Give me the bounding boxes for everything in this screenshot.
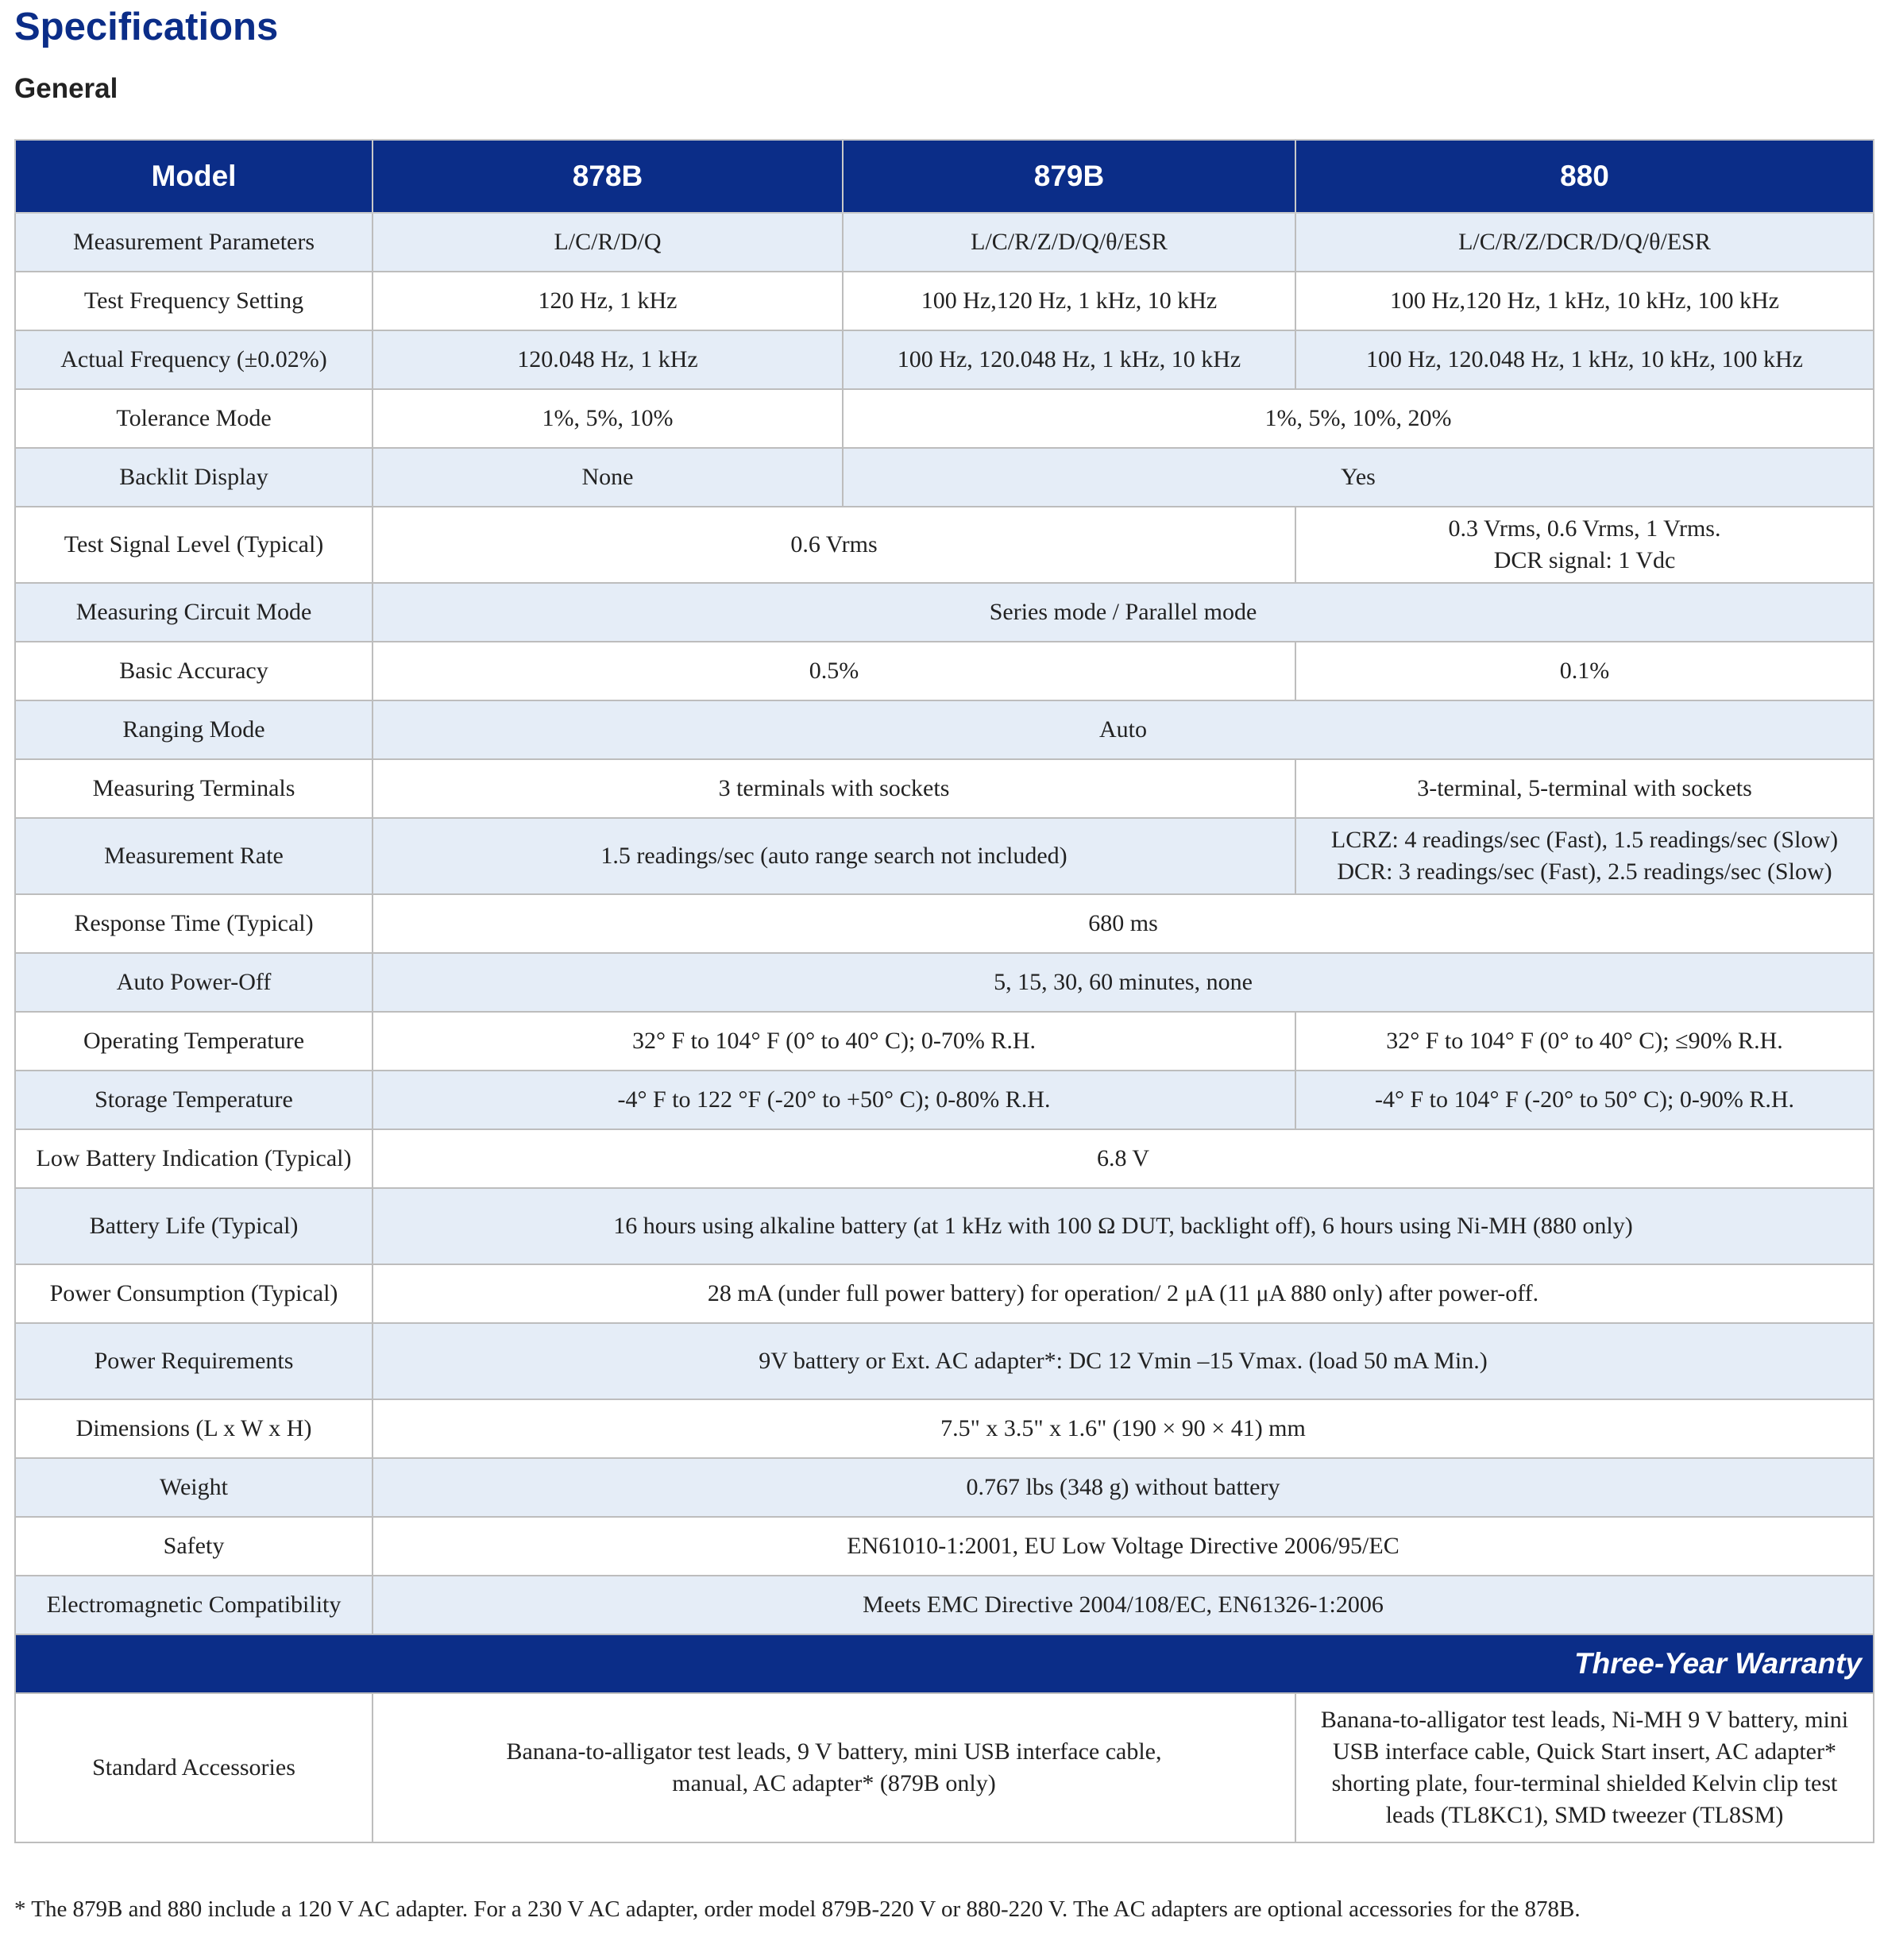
header-model: Model — [15, 140, 373, 213]
table-row — [15, 1129, 1874, 1188]
cell-879b: L/C/R/Z/D/Q/θ/ESR — [843, 213, 1295, 272]
table-row — [15, 894, 1874, 953]
table-row — [15, 389, 1874, 448]
table-row — [15, 272, 1874, 330]
cell-878b-879b — [373, 1693, 1295, 1842]
row-label: Actual Frequency (±0.02%) — [15, 330, 373, 389]
row-label: Tolerance Mode — [15, 389, 373, 448]
cell-880: 100 Hz, 120.048 Hz, 1 kHz, 10 kHz, 100 kHz — [1295, 330, 1874, 389]
table-row — [15, 700, 1874, 759]
cell-878b: L/C/R/D/Q — [373, 213, 843, 272]
table-row — [15, 953, 1874, 1012]
row-label: Electromagnetic Compatibility — [15, 1576, 373, 1634]
cell-879b: 100 Hz,120 Hz, 1 kHz, 10 kHz — [843, 272, 1295, 330]
row-label: Low Battery Indication (Typical) — [15, 1129, 373, 1188]
cell-878b: 120 Hz, 1 kHz — [373, 272, 843, 330]
cell-line: USB interface cable, Quick Start insert, AC adapter* — [1333, 1738, 1836, 1765]
table-row — [15, 1188, 1874, 1264]
table-row — [15, 818, 1874, 894]
cell-all: 6.8 V — [373, 1129, 1874, 1188]
cell-880: 32° F to 104° F (0° to 40° C); ≤90% R.H. — [1295, 1012, 1874, 1071]
cell-line: LCRZ: 4 readings/sec (Fast), 1.5 readings/sec (Slow) — [1330, 827, 1839, 853]
cell-878b: 120.048 Hz, 1 kHz — [373, 330, 843, 389]
cell-878b: None — [373, 448, 843, 507]
cell-line: DCR signal: 1 Vdc — [1493, 547, 1676, 573]
row-label: Measuring Terminals — [15, 759, 373, 818]
page-title: Specifications — [14, 6, 279, 48]
header-878b: 878B — [373, 140, 843, 213]
cell-line: Banana-to-alligator test leads, 9 V battery, mini USB interface cable, — [506, 1738, 1162, 1765]
header-row — [15, 140, 1874, 213]
table-row — [15, 1264, 1874, 1323]
spec-table — [14, 139, 1874, 1843]
row-label: Dimensions (L x W x H) — [15, 1399, 373, 1458]
table-row — [15, 1399, 1874, 1458]
warranty-row — [15, 1634, 1874, 1693]
table-row — [15, 642, 1874, 700]
cell-880: L/C/R/Z/DCR/D/Q/θ/ESR — [1295, 213, 1874, 272]
table-row — [15, 507, 1874, 583]
table-row — [15, 1576, 1874, 1634]
cell-all: 9V battery or Ext. AC adapter*: DC 12 Vmin –15 Vmax. (load 50 mA Min.) — [373, 1323, 1874, 1399]
cell-line: shorting plate, four-terminal shielded Kelvin clip test — [1331, 1770, 1838, 1796]
table-row — [15, 1323, 1874, 1399]
cell-all: 7.5" x 3.5" x 1.6" (190 × 90 × 41) mm — [373, 1399, 1874, 1458]
cell-878b: 1%, 5%, 10% — [373, 389, 843, 448]
table-row — [15, 330, 1874, 389]
table-row — [15, 213, 1874, 272]
cell-all: 28 mA (under full power battery) for operation/ 2 μA (11 μA 880 only) after power-off. — [373, 1264, 1874, 1323]
header-880: 880 — [1295, 140, 1874, 213]
cell-879b-880: Yes — [843, 448, 1874, 507]
cell-line: manual, AC adapter* (879B only) — [672, 1770, 996, 1796]
row-label: Response Time (Typical) — [15, 894, 373, 953]
table-row — [15, 1693, 1874, 1842]
cell-all: Series mode / Parallel mode — [373, 583, 1874, 642]
table-row — [15, 448, 1874, 507]
header-879b: 879B — [843, 140, 1295, 213]
cell-878b-879b: 0.6 Vrms — [373, 507, 1295, 583]
row-label: Test Frequency Setting — [15, 272, 373, 330]
row-label: Basic Accuracy — [15, 642, 373, 700]
cell-880 — [1295, 818, 1874, 894]
row-label: Battery Life (Typical) — [15, 1188, 373, 1264]
table-row — [15, 583, 1874, 642]
cell-878b-879b: 3 terminals with sockets — [373, 759, 1295, 818]
cell-880: 3-terminal, 5-terminal with sockets — [1295, 759, 1874, 818]
cell-879b: 100 Hz, 120.048 Hz, 1 kHz, 10 kHz — [843, 330, 1295, 389]
cell-878b-879b: 1.5 readings/sec (auto range search not included) — [373, 818, 1295, 894]
cell-all: Auto — [373, 700, 1874, 759]
row-label: Power Requirements — [15, 1323, 373, 1399]
row-label: Safety — [15, 1517, 373, 1576]
table-row — [15, 1012, 1874, 1071]
cell-880 — [1295, 1693, 1874, 1842]
cell-878b-879b: 32° F to 104° F (0° to 40° C); 0-70% R.H. — [373, 1012, 1295, 1071]
cell-all: EN61010-1:2001, EU Low Voltage Directive 2006/95/EC — [373, 1517, 1874, 1576]
cell-line: DCR: 3 readings/sec (Fast), 2.5 readings/sec (Slow) — [1337, 858, 1832, 885]
table-row — [15, 1517, 1874, 1576]
cell-all: 5, 15, 30, 60 minutes, none — [373, 953, 1874, 1012]
row-label: Measuring Circuit Mode — [15, 583, 373, 642]
cell-878b-879b: 0.5% — [373, 642, 1295, 700]
cell-line: Banana-to-alligator test leads, Ni-MH 9 V battery, mini — [1320, 1707, 1849, 1733]
cell-879b-880: 1%, 5%, 10%, 20% — [843, 389, 1874, 448]
cell-all: 680 ms — [373, 894, 1874, 953]
row-label: Measurement Parameters — [15, 213, 373, 272]
warranty-banner: Three-Year Warranty — [15, 1634, 1874, 1693]
table-row — [15, 1458, 1874, 1517]
cell-880: 0.1% — [1295, 642, 1874, 700]
cell-878b-879b: -4° F to 122 °F (-20° to +50° C); 0-80% R.H. — [373, 1071, 1295, 1129]
cell-line: 0.3 Vrms, 0.6 Vrms, 1 Vrms. — [1448, 515, 1721, 542]
row-label: Operating Temperature — [15, 1012, 373, 1071]
cell-line: leads (TL8KC1), SMD tweezer (TL8SM) — [1385, 1802, 1784, 1828]
row-label: Storage Temperature — [15, 1071, 373, 1129]
row-label: Measurement Rate — [15, 818, 373, 894]
cell-880 — [1295, 507, 1874, 583]
row-label: Test Signal Level (Typical) — [15, 507, 373, 583]
section-title: General — [14, 73, 118, 104]
row-label: Ranging Mode — [15, 700, 373, 759]
row-label: Weight — [15, 1458, 373, 1517]
cell-all: Meets EMC Directive 2004/108/EC, EN61326-1:2006 — [373, 1576, 1874, 1634]
cell-all: 16 hours using alkaline battery (at 1 kHz with 100 Ω DUT, backlight off), 6 hours using Ni-MH (880 only) — [373, 1188, 1874, 1264]
row-label: Standard Accessories — [15, 1693, 373, 1842]
row-label: Auto Power-Off — [15, 953, 373, 1012]
footnote: * The 879B and 880 include a 120 V AC adapter. For a 230 V AC adapter, order model 879B-220 V or 880-220 V. The AC adapters are optional accessories for the 878B. — [14, 1896, 1581, 1922]
cell-880: -4° F to 104° F (-20° to 50° C); 0-90% R.H. — [1295, 1071, 1874, 1129]
cell-880: 100 Hz,120 Hz, 1 kHz, 10 kHz, 100 kHz — [1295, 272, 1874, 330]
row-label: Backlit Display — [15, 448, 373, 507]
cell-all: 0.767 lbs (348 g) without battery — [373, 1458, 1874, 1517]
table-row — [15, 759, 1874, 818]
table-row — [15, 1071, 1874, 1129]
row-label: Power Consumption (Typical) — [15, 1264, 373, 1323]
